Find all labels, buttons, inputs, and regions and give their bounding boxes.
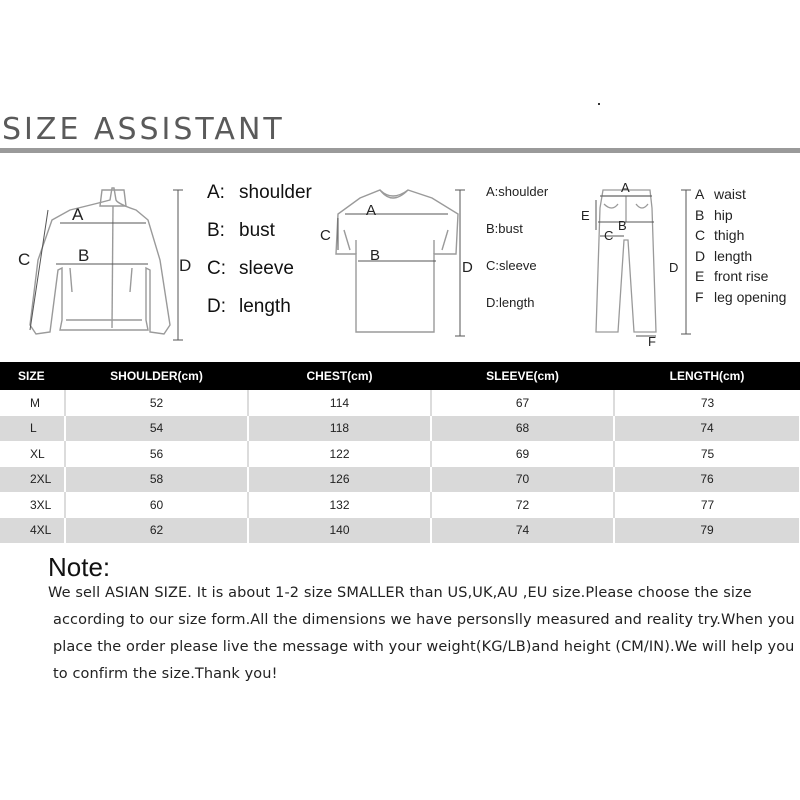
table-cell: 140 (248, 518, 431, 544)
table-cell: 58 (65, 467, 248, 493)
table-cell: 74 (431, 518, 614, 544)
pants-marker-d: D (669, 260, 679, 275)
legend-label: front rise (714, 268, 769, 285)
legend-key: B: (486, 221, 499, 236)
table-header-row (0, 362, 800, 390)
legend-key: D: (207, 296, 226, 317)
table-row (0, 390, 800, 416)
table-cell: 69 (431, 441, 614, 467)
legend-key: F (695, 288, 704, 305)
tshirt-legend-row (486, 221, 548, 258)
legend-label: shoulder (239, 182, 312, 203)
column-header: SLEEVE(cm) (431, 362, 614, 390)
table-row (0, 518, 800, 544)
legend-key: C: (207, 258, 226, 279)
table-cell: 72 (431, 492, 614, 518)
table-cell: 114 (248, 390, 431, 416)
table-cell: 122 (248, 441, 431, 467)
table-cell: 70 (431, 467, 614, 493)
legend-key: C (695, 227, 706, 244)
tshirt-marker-d: D (462, 259, 473, 276)
table-cell: 76 (614, 467, 800, 493)
table-cell: 62 (65, 518, 248, 544)
legend-key: B: (207, 220, 225, 241)
jacket-legend (207, 182, 312, 334)
legend-label: waist (714, 186, 746, 202)
jacket-legend-row (207, 258, 312, 296)
table-cell: 4XL (0, 518, 65, 544)
legend-label: leg opening (714, 288, 787, 305)
table-cell: 73 (614, 390, 800, 416)
legend-label: length (499, 295, 535, 310)
legend-label: hip (714, 206, 733, 223)
pants-legend-row (695, 248, 786, 269)
note-line: according to our size form.All the dimensions we have personslly measured and reality try.When you (53, 612, 795, 628)
note-line: We sell ASIAN SIZE. It is about 1-2 size SMALLER than US,UK,AU ,EU size.Please choose the size (48, 585, 752, 601)
pants-legend-row (695, 289, 786, 310)
table-row (0, 441, 800, 467)
legend-key: D (695, 247, 706, 264)
table-cell: 79 (614, 518, 800, 544)
jacket-marker-c: C (18, 250, 31, 269)
tshirt-marker-c: C (320, 227, 331, 244)
column-header: LENGTH(cm) (614, 362, 800, 390)
pants-legend (695, 186, 786, 310)
tshirt-marker-a: A (366, 202, 377, 219)
pants-marker-a: A (621, 180, 630, 195)
pants-legend-row (695, 227, 786, 248)
legend-label: bust (239, 220, 275, 241)
table-cell: 68 (431, 416, 614, 442)
table-cell: 3XL (0, 492, 65, 518)
jacket-marker-b: B (78, 246, 90, 265)
table-cell: XL (0, 441, 65, 467)
tshirt-legend (486, 184, 548, 332)
table-cell: 56 (65, 441, 248, 467)
pants-marker-e: E (581, 208, 590, 223)
jacket-legend-row (207, 296, 312, 334)
page-title: SIZE ASSISTANT (2, 112, 285, 147)
measurement-diagrams (0, 160, 800, 355)
note-line: place the order please live the message with your weight(KG/LB)and height (CM/IN).We will help you (53, 639, 795, 655)
pants-marker-c: C (604, 228, 614, 243)
legend-label: bust (498, 221, 523, 236)
pants-marker-f: F (648, 334, 656, 349)
column-header: SHOULDER(cm) (65, 362, 248, 390)
legend-key: A (695, 186, 705, 202)
column-header: CHEST(cm) (248, 362, 431, 390)
legend-key: B (695, 206, 705, 223)
tshirt-marker-b: B (370, 247, 381, 264)
table-cell: 67 (431, 390, 614, 416)
jacket-legend-row (207, 220, 312, 258)
note-line: to confirm the size.Thank you! (53, 666, 278, 682)
jacket-illustration (30, 188, 170, 334)
table-cell: 2XL (0, 467, 65, 493)
legend-key: E (695, 268, 705, 285)
note-text (48, 580, 795, 688)
table-row (0, 467, 800, 493)
tshirt-measure-lines (338, 190, 465, 336)
legend-key: D: (486, 295, 499, 310)
pants-illustration (596, 190, 656, 332)
pants-legend-row (695, 207, 786, 228)
table-cell: 132 (248, 492, 431, 518)
pants-legend-row (695, 186, 786, 207)
legend-key: C: (486, 258, 499, 273)
title-divider (0, 148, 800, 153)
table-cell: 118 (248, 416, 431, 442)
table-cell: 74 (614, 416, 800, 442)
jacket-marker-d: D (179, 256, 192, 275)
table-cell: 52 (65, 390, 248, 416)
table-cell: 77 (614, 492, 800, 518)
stray-dot (598, 103, 600, 105)
tshirt-legend-row (486, 295, 548, 332)
garment-illustrations (0, 160, 800, 355)
pants-legend-row (695, 268, 786, 289)
jacket-measure-lines (30, 190, 183, 340)
tshirt-legend-row (486, 258, 548, 295)
jacket-legend-row (207, 182, 312, 220)
legend-key: A: (207, 182, 225, 203)
legend-label: sleeve (239, 258, 294, 279)
column-header: SIZE (0, 362, 65, 390)
tshirt-legend-row (486, 184, 548, 221)
legend-label: length (714, 247, 753, 264)
table-cell: 54 (65, 416, 248, 442)
legend-label: thigh (714, 227, 745, 244)
note-heading: Note: (48, 552, 111, 582)
table-cell: M (0, 390, 65, 416)
table-row (0, 416, 800, 442)
legend-label: length (239, 296, 291, 317)
table-cell: 75 (614, 441, 800, 467)
table-cell: L (0, 416, 65, 442)
legend-label: sleeve (499, 258, 537, 273)
table-cell: 60 (65, 492, 248, 518)
legend-key: A: (486, 184, 499, 199)
legend-label: shoulder (498, 184, 549, 199)
table-row (0, 492, 800, 518)
size-chart-table (0, 362, 800, 543)
jacket-marker-a: A (72, 205, 84, 224)
table-cell: 126 (248, 467, 431, 493)
pants-marker-b: B (618, 218, 627, 233)
